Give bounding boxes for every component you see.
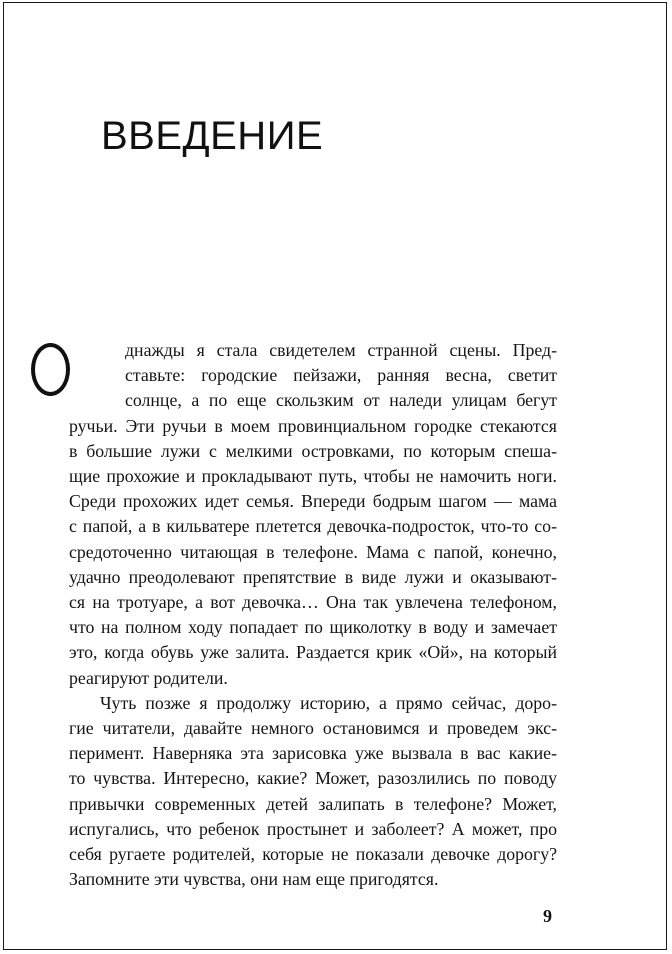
- text-line: с папой, а в кильватере плетется девочка-подросток, что-то со-: [69, 516, 557, 537]
- text-line: Запомните эти чувства, они нам еще пригодятся.: [69, 869, 439, 890]
- page-number: 9: [543, 906, 552, 926]
- text-line: что на полном ходу попадает по щиколотку в воду и замечает: [69, 617, 557, 638]
- text-line: солнце, а по еще скользким от наледи улицам бегут: [125, 390, 557, 411]
- text-line: удачно преодолевают препятствие в виде лужи и оказывают-: [69, 566, 557, 587]
- text-line: испугались, что ребенок простынет и заболеет? А может, про: [69, 818, 557, 839]
- text-line: привычки современных детей залипать в телефоне? Может,: [69, 793, 557, 814]
- paragraph-1: [69, 338, 557, 691]
- text-line: это, когда обувь уже залита. Раздается крик «Ой», на который: [69, 642, 557, 663]
- text-line: средоточенно читающая в телефоне. Мама с папой, конечно,: [69, 541, 557, 562]
- drop-cap-letter-o: [31, 343, 70, 396]
- text-line: Чуть позже я продолжу историю, а прямо сейчас, доро-: [100, 692, 557, 713]
- text-line: себя ругаете родителей, которые не показали девочке дорогу?: [69, 844, 557, 865]
- text-line: ручьи. Эти ручьи в моем провинциальном городке стекаются: [69, 415, 557, 436]
- text-line: ставьте: городские пейзажи, ранняя весна, светит: [125, 365, 557, 386]
- text-line: ся на тротуаре, а вот девочка… Она так увлечена телефоном,: [69, 592, 557, 613]
- text-line: перимент. Наверняка эта зарисовка уже вызвала в вас какие-: [69, 743, 557, 764]
- text-line: гие читатели, давайте немного остановимся и проведем экс-: [69, 718, 557, 739]
- paragraph-2: [69, 691, 557, 893]
- chapter-body: [69, 338, 557, 892]
- text-line: Среди прохожих идет семья. Впереди бодрым шагом — мама: [69, 491, 557, 512]
- text-line: щие прохожие и прокладывают путь, чтобы не намочить ноги.: [69, 466, 557, 487]
- text-line: днажды я стала свидетелем странной сцены. Пред-: [125, 340, 557, 360]
- text-line: в большие лужи с мелкими островками, по которым спеша-: [69, 440, 557, 461]
- chapter-title: ВВЕДЕНИЕ: [101, 114, 324, 158]
- text-line: реагируют родители.: [69, 667, 228, 688]
- text-line: то чувства. Интересно, какие? Может, разозлились по поводу: [69, 768, 557, 789]
